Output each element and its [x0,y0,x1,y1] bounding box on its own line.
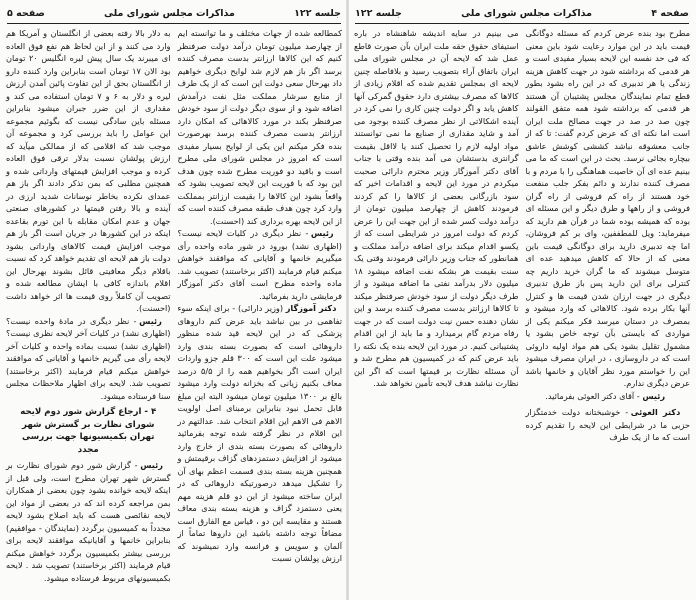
text-column-left [354,27,519,444]
page-header [7,6,341,24]
paragraph-text: (وزیر دارائی) - برای اینکه سوء تفاهمی در بین نباشد باید عرض کنم داروهای پزشکی که در این لایحه قید شده منظور داروهائی است که بصورت بسته بندی وارد میشود علت این است که ۳۰۰ قلم جزو واردات ایران است اگر بخواهیم همه را از ۵/۵ درصد معاف بکنیم زیانی که بخزانه دولت وارد میشود بالغ بر ۱۳۰۰ میلیون تومان میشود البته این مبلغ قابل تحمل نبود بنابراین برمبنای اصل اولویت الاهم فی الاهم این اقلام انتخاب شد. عدالتهم در این اقلام در نظر گرفته شده توجه بفرمائید داروهائی که بصورت بسته بندی از خارج وارد میشود از افزایش دستمزدهای گزاف برقیمتش و همچنین هزینه بسته بندی قسمت اعظم بهای آن را تشکیل میدهد درصورتیکه داروهائی که در ایران ساخته میشود از این دو قلم هزینه مهم یعنی دستمزد گزاف و هزینه بسته بندی معاف هستند و مقایسه این دو ، قیاس مع الفارق است مضافاً توجه داشته باشید این داروها تماماً از آلمان و سویس و فرانسه وارد نمیشوند که ارزش پولشان نسبت [177,303,342,563]
text-column-right [178,27,343,584]
paragraph-text: کمطالعه شده از جهات مختلف و ما توانسته ایم از چهارصد میلیون تومان درآمد دولت صرفنظر کنیم که این کالاها ارزانتر بدست مصرف کننده برسد اگر باز هم لازم شد لوایح دیگری خواهیم داد بهرحال سعی دولت این است که از یک طرف از منابع سرشار مملکت مثل نفت درآمدش اضافه شود و از سوی دیگر دولت از سود خودش صرفنظر بکند در مورد کالاهائی که امکان دارد ارزانتر بدست مصرف کننده برسد بهرصورت بنده فکر میکنم این یکی از لوایح بسیار مفیدی است که امروز در مجلس شورای ملی مطرح است و باقید دو فوریت مطرح شده چون هدف این بود که با فوریت این لایحه تصویب بشود که واقعاً بشود این کالاها را بقیمت ارزانتر بمملکت وارد کرد چون هدف طبقه مصرف کننده است که از این لایحه بهره برداری کند (احسنت). [177,28,342,226]
paragraph-text: - خوشبختانه دولت خدمتگزار حزبی ما در شرایطی این لایحه را تقدیم کرده است که ما از یک طرف [525,407,690,442]
speaker-name: دکتر العوئی [630,407,681,417]
paragraph [6,315,171,403]
paragraph [6,459,171,584]
speaker-name: رئیس [139,315,162,326]
section-heading: ۴ - ارجاع گزارش شور دوم لایحه شورای نظارت بر گسترش شهر تهران بکمیسیونها جهت بررسی مجدد [20,407,157,455]
paragraph [178,227,343,302]
publication-title: مذاکرات مجلس شورای ملی [461,8,593,19]
paragraph-text: - نظر دیگری در کلیات لایحه نیست؟ (اظهاری نشد) بورود در شور ماده واحده رأی میگیریم خانمها و آقایانی که موافقند خواهش میکنم قیام فرمایند (اکثر برخاستند) تصویب شد. ماده واحده مطرح است آقای دکتر آموزگار فرمایشی دارید بفرمائید. [177,228,342,301]
paragraph [178,302,343,565]
speaker-name: دکتر آموزگار [285,303,337,313]
text-column-left [6,27,171,584]
paragraph [354,27,519,390]
speaker-name: رئیس [310,228,334,238]
session-number: جلسه ۱۲۲ [355,8,402,19]
paragraph-text: - نظر دیگری در مادهٔ واحده نیست؟ (اظهاری نشد) در کلیات آخر لایحه نظری نیست؟ (اظهاری نشد) نسبت بماده واحده و کلیات آخر لایحه رأی می گیریم خانمها و آقایانی که موافقند خواهش میکنم قیام فرمایند (اکثر برخاستند) تصویب شد. لایحه برای اظهار ملاحظات مجلس سنا فرستاده میشود. [6,315,171,401]
paragraph [526,406,691,444]
paragraph [526,390,691,403]
page-number: صفحه ۵ [7,8,45,19]
paragraph-text: می بینیم در سایه اندیشه شاهنشاه در باره استیفای حقوق حقه ملت ایران بآن صورت قاطع عمل شد که لایحه آن در مجلس شورای ملی ایران باتفاق آراء بتصویب رسید و بلافاصله چنین لایحه ای بمجلس تقدیم شده که اقلام زیادی از کالاها که مصرف بیشتری دارد حقوق گمرکی آنها کاهش یابد و اگر دولت چنین کاری را نمی کرد در آینده اشکالاتی از نظر مصرف کننده بوجود می آمد و شاید مقداری از صنایع ما نمی توانستند مواد اولیه لازم را تحصیل کنند یا لااقل بقیمت گرانتری بدستشان می آمد بنده وقتی با جناب آقای دکتر آموزگار وزیر محترم دارائی صحبت میکردم در مورد این لایحه و اقدامات اخیر که سود بازرگانی بعضی از کالاها را کم کردند فرمودند کاهش از چهارصد میلیون تومان از درآمد دولت کسر شده از این جهت این را عرض کردم که دولت امروز در شرایطی است که از یکسو اقدام میکند برای اضافه درآمد مملکت و همانطور که جناب وزیر دارائی فرمودند وقتی یک سنت بقیمت هر بشکه نفت اضافه میشود ۱۸ میلیون دلار بدرآمد نفتی ما اضافه میشود و از طرف دیگر دولت از سود خودش صرفنظر میکند تا کالاها ارزانتر بدست مصرف کننده برسد و این نشان دهنده حسن نیت دولت است که در جهت رفاه مردم گام برمیدارد و ما باید از این اقدام پشتیبانی کنیم. در مورد این لایحه بنده یک نکته را باید عرض کنم که در کمیسیون هم مطرح شد و آن مسئله نظارت بر قیمتها است که اگر این نظارت نباشد هدف لایحه تأمین نخواهد شد. [354,28,519,388]
text-column-right [526,27,691,444]
session-number: جلسه ۱۲۲ [294,8,341,19]
page-header [355,6,689,24]
speaker-name: رئیس [642,390,666,401]
paragraph-text: - آقای دکتر العوئی بفرمائید. [545,390,643,401]
paragraph [178,27,343,227]
page-number: صفحه ۴ [651,8,689,19]
paragraph-text: به دلار بالا رفته بعضی از انگلستان و آمریکا هم وارد می کنند و از این لحاظ هم نفع فوق العاده ای میبرند یک سال پیش لیره انگلیس ۲۰ تومان بود الان ۱۷ تومان است بنابراین وارد کننده دارو از انگلستان بحق از این تفاوت پائین آمدن ارزش لیره و دلار به ۶ و ۷ تومان استفاده می کند و مقداری از این ضرر جبران میشود بنابراین مسئله باین سادگی نیست که بگوئیم مجموعه این عوامل را باید بررسی کرد و مجموعه آن موجب شد که اقلامی که از ممالکی میآید که ارزش پولشان نسبت بدلار ترقی فوق العاده کرده و موجب افزایش قیمتهای وارداتی شده و همچنین مطلبی که بمن تذکر دادند اگر باز هم عمدای نکرده بخاطر نوسانات شدید ارزی در آینده و بالا رفتن قیمتها در کشورهای صنعتی جهان و عدم امکان مقابله با این تورم بقاعده اینکه در این کشورها در جریان است اگر باز هم موجب افزایش قیمت کالاهای وارداتی بشود دولت باز هم لایحه ای تقدیم خواهد کرد که نسبت باقلام دیگر معافیتی قائل بشوند بهرحال این اقلام باندازه کافی با ایشان مطالعه شده و تصویب آن کاملاً روی قیمت ها اثر خواهد داشت (احسنت). [6,28,171,313]
paragraph-text: - گزارش شور دوم شورای نظارت بر گسترش شهر تهران مطرح است، ولی قبل از اینکه لایحه خوانده بشود چون بعضی از همکاران بمن مراجعه کرده اند که در بعضی از مواد این لایحه نقائصی هست که باید اصلاح بشود لایحه مجدداً به کمیسیون برگردد (نمایندگان - موافقیم) بنابراین خانمها و آقایانیکه موافقند لایحه برای بررسی بیشتر بکمیسیون برگردد خواهش میکنم قیام فرمایند (اکثر برخاستند) تصویب شد . لایحه بکمیسیونهای مربوط فرستاده میشود. [6,460,171,583]
paragraph [6,27,171,315]
page-spine [346,0,349,600]
paragraph [526,27,691,390]
publication-title: مذاکرات مجلس شورای ملی [103,8,235,19]
paragraph-text: مطرح بود بنده عرض کردم که مسئله دوگانگی قیمت باید در این موارد رعایت شود باین معنی که فی حد نفسه این لایحه بسیار مفیدی است و هر قدمی که برداشته شود در جهت کاهش هزینه زندگی یا هر تدبیری که در این راه بشود بطور قطع تمام نمایندگان مجلس پشتیبان آن هستند هر قدمی که برداشته شود همه متفق القولند چون صد در صد در جهت مصالح ملت ایران است اما نکته ای که عرض کردم گفت: تا که از جانب معشوقه نباشد کششی کوشش عاشق بیچاره بجائی نرسد. بحث در این است که ما می بینیم عده ای آن خاصیت هماهنگی را با مردم و با مصرف کننده ندارند و دائم بفکر جلب منفعت خود هستند از راه کم فروشی از راه گران فروشی و از راهها و طرق دیگر و این مسئله ای بوده که همیشه بوده شما در قرآن هم دارید که میفرماید: ویل للمطففین، وای بر کم فروشان، اما چه تدبیری دارید برای دوگانگی قیمت باین معنی که از حالا که کاهش میدهید عده ای متوسل میشوند که ما گران خرید داریم چه کنترلی برای این دارید پس باز طرق تدبیری دیگری در جهت ارزان شدن قیمت ها و کنترل آنها بکار برده شود. کالاهائی که وارد میشود و بمصرف در دستان میرسد فکر میکنم یکی از مواردی که بایستی بآن توجه خاص بشود یا مشمول تقلیل بشود یکی هم مواد اولیه داروئی است که در داروسازی ، در ایران مصرف میشود این را خواستم مورد نظر آقایان و خانمها باشد عرض دیگری ندارم. [525,28,690,388]
speaker-name: رئیس [140,460,163,470]
